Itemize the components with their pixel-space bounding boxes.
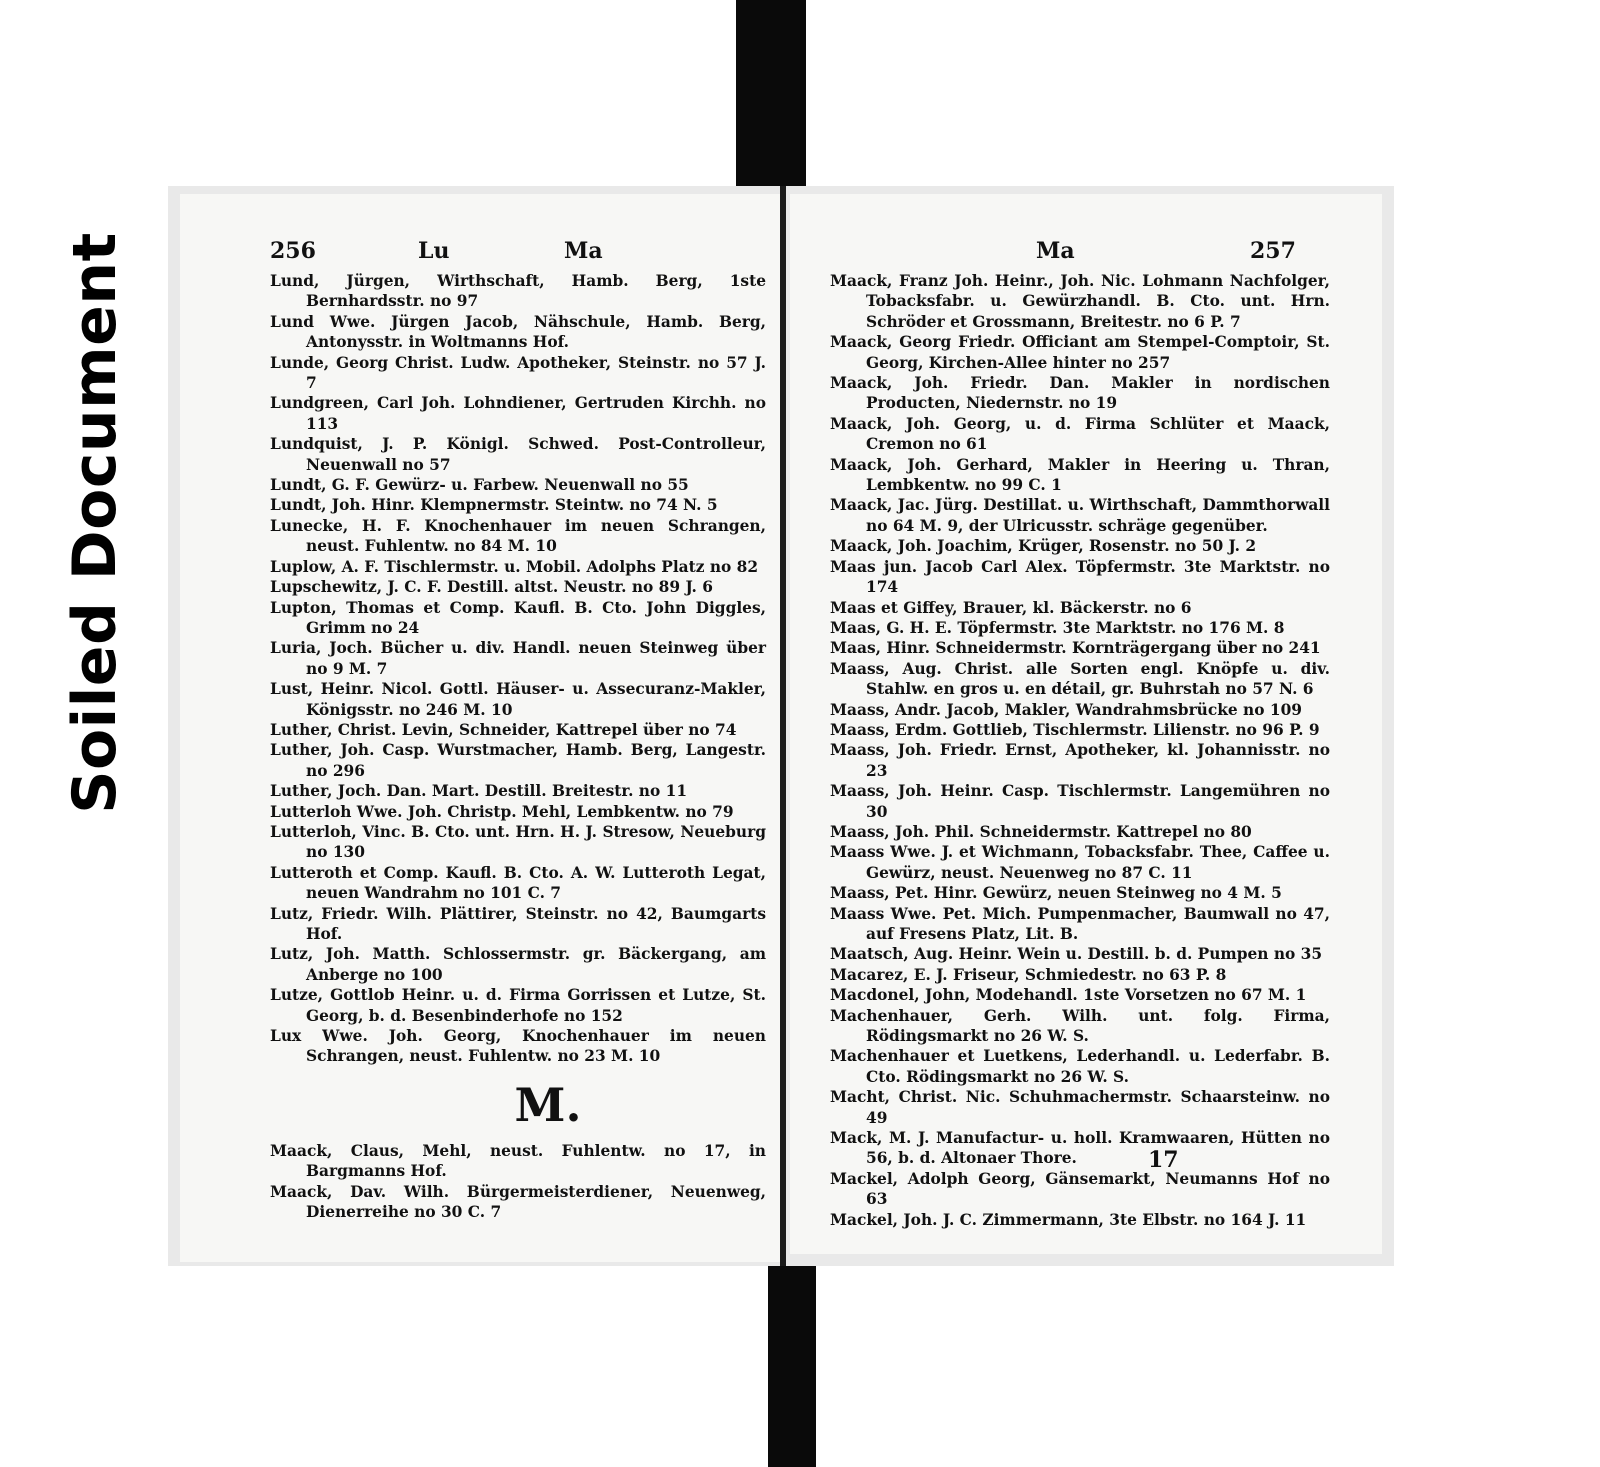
directory-entry: Maack, Georg Friedr. Officiant am Stempel-Comptoir, St. Georg, Kirchen-Allee hinter no 257 [830,333,1330,372]
directory-entry: Machenhauer et Luetkens, Lederhandl. u. Lederfabr. B. Cto. Rödingsmarkt no 26 W. S. [830,1047,1330,1086]
directory-entry: Maack, Joh. Gerhard, Makler in Heering u. Thran, Lembkentw. no 99 C. 1 [830,455,1330,495]
page-number-right: 257 [1250,238,1296,264]
section-letter: M. [514,1077,582,1132]
directory-entry: Maack, Joh. Joachim, Krüger, Rosenstr. no 50 J. 2 [830,537,1257,556]
directory-entry: Lupschewitz, J. C. F. Destill. altst. Neustr. no 89 J. 6 [270,578,713,597]
directory-entry: Maass, Joh. Heinr. Casp. Tischlermstr. Langemühren no 30 [830,782,1330,821]
left-entries-column [270,271,766,1222]
directory-entry: Lutz, Friedr. Wilh. Plättirer, Steinstr. no 42, Baumgarts Hof. [270,904,766,943]
directory-entry: Lundt, G. F. Gewürz- u. Farbew. Neuenwall no 55 [270,476,689,495]
directory-entry: Maass, Erdm. Gottlieb, Tischlermstr. Lilienstr. no 96 P. 9 [830,720,1320,739]
directory-entry: Lux Wwe. Joh. Georg, Knochenhauer im neuen Schrangen, neust. Fuhlentw. no 23 M. 10 [270,1027,766,1066]
directory-entry: Lundt, Joh. Hinr. Klempnermstr. Steintw. no 74 N. 5 [270,496,718,515]
directory-entry: Maass, Aug. Christ. alle Sorten engl. Knöpfe u. div. Stahlw. en gros u. en détail, gr. Buhrstah no 57 N. 6 [830,659,1330,699]
directory-entry: Luther, Christ. Levin, Schneider, Kattrepel über no 74 [270,720,737,739]
right-page [790,194,1382,1254]
directory-entry: Maas jun. Jacob Carl Alex. Töpfermstr. 3te Marktstr. no 174 [830,557,1330,597]
directory-entry: Maass, Pet. Hinr. Gewürz, neuen Steinweg no 4 M. 5 [830,884,1282,903]
directory-entry: Maack, Franz Joh. Heinr., Joh. Nic. Lohmann Nachfolger, Tobacksfabr. u. Gewürzhandl. B. Cto. unt. Hrn. Schröder et Grossmann, Breitestr. no 6 P. 7 [830,272,1330,331]
soiled-document-stamp [60,232,130,814]
directory-entry: Maass, Joh. Phil. Schneidermstr. Kattrepel no 80 [830,822,1252,841]
directory-entry: Lutterloh, Vinc. B. Cto. unt. Hrn. H. J. Stresow, Neueburg no 130 [270,822,766,862]
directory-entry: Luther, Joh. Casp. Wurstmacher, Hamb. Berg, Langestr. no 296 [270,741,766,780]
signature-mark: 17 [1148,1147,1179,1173]
directory-entry: Macarez, E. J. Friseur, Schmiedestr. no 63 P. 8 [830,965,1227,984]
directory-entry: Lutterloh Wwe. Joh. Christp. Mehl, Lembkentw. no 79 [270,802,734,821]
directory-entry: Maas, Hinr. Schneidermstr. Kornträgergang über no 241 [830,639,1321,658]
directory-entry: Maass, Joh. Friedr. Ernst, Apotheker, kl. Johannisstr. no 23 [830,741,1330,780]
directory-entry: Maatsch, Aug. Heinr. Wein u. Destill. b. d. Pumpen no 35 [830,945,1323,964]
directory-entry: Lund Wwe. Jürgen Jacob, Nähschule, Hamb. Berg, Antonysstr. in Woltmanns Hof. [270,312,766,352]
directory-entry: Maass, Andr. Jacob, Makler, Wandrahmsbrücke no 109 [830,700,1302,719]
directory-entry: Maack, Joh. Georg, u. d. Firma Schlüter et Maack, Cremon no 61 [830,414,1330,454]
running-head-lu: Lu [418,238,450,264]
directory-entry: Lutze, Gottlob Heinr. u. d. Firma Gorrissen et Lutze, St. Georg, b. d. Besenbinderhofe no 152 [270,986,766,1025]
directory-entry: Lundquist, J. P. Königl. Schwed. Post-Controlleur, Neuenwall no 57 [270,435,766,474]
directory-entry: Maass Wwe. J. et Wichmann, Tobacksfabr. Thee, Caffee u. Gewürz, neust. Neuenweg no 87 C. 11 [830,843,1330,882]
directory-entry: Maas, G. H. E. Töpfermstr. 3te Marktstr. no 176 M. 8 [830,618,1285,637]
binding-strip-top [736,0,806,190]
directory-entry: Maack, Claus, Mehl, neust. Fuhlentw. no 17, in Bargmanns Hof. [270,1141,766,1181]
directory-entry: Lunecke, H. F. Knochenhauer im neuen Schrangen, neust. Fuhlentw. no 84 M. 10 [270,516,766,556]
directory-entry: Maack, Dav. Wilh. Bürgermeisterdiener, Neuenweg, Dienerreihe no 30 C. 7 [270,1182,766,1222]
right-entries-column [830,271,1330,1230]
directory-entry: Lupton, Thomas et Comp. Kaufl. B. Cto. John Diggles, Grimm no 24 [270,598,766,637]
running-head-ma: Ma [564,238,603,264]
binding-strip-bottom [768,1260,816,1467]
directory-entry: Maass Wwe. Pet. Mich. Pumpenmacher, Baumwall no 47, auf Fresens Platz, Lit. B. [830,904,1330,943]
directory-entry: Lund, Jürgen, Wirthschaft, Hamb. Berg, 1ste Bernhardsstr. no 97 [270,272,766,311]
directory-entry: Lundgreen, Carl Joh. Lohndiener, Gertruden Kirchh. no 113 [270,394,766,433]
directory-entry: Luplow, A. F. Tischlermstr. u. Mobil. Adolphs Platz no 82 [270,557,759,576]
directory-entry: Luria, Joch. Bücher u. div. Handl. neuen Steinweg über no 9 M. 7 [270,639,766,678]
book-gutter [780,186,786,1266]
directory-entry: Lutteroth et Comp. Kaufl. B. Cto. A. W. Lutteroth Legat, neuen Wandrahm no 101 C. 7 [270,863,766,903]
stamp-text: Soiled Document [60,232,130,814]
running-head-ma-right: Ma [1036,238,1075,264]
directory-entry: Lust, Heinr. Nicol. Gottl. Häuser- u. Assecuranz-Makler, Königsstr. no 246 M. 10 [270,680,766,719]
directory-entry: Mack, M. J. Manufactur- u. holl. Kramwaaren, Hütten no 56, b. d. Altonaer Thore. [830,1129,1330,1168]
directory-entry: Maack, Joh. Friedr. Dan. Makler in nordischen Producten, Niedernstr. no 19 [830,374,1330,413]
directory-entry: Mackel, Adolph Georg, Gänsemarkt, Neumanns Hof no 63 [830,1169,1330,1209]
directory-entry: Mackel, Joh. J. C. Zimmermann, 3te Elbstr. no 164 J. 11 [830,1210,1307,1229]
directory-entry: Lunde, Georg Christ. Ludw. Apotheker, Steinstr. no 57 J. 7 [270,353,766,393]
directory-entry: Luther, Joch. Dan. Mart. Destill. Breitestr. no 11 [270,782,688,801]
directory-entry: Macdonel, John, Modehandl. 1ste Vorsetzen no 67 M. 1 [830,986,1307,1005]
page-number-left: 256 [270,238,316,264]
directory-entry: Macht, Christ. Nic. Schuhmachermstr. Schaarsteinw. no 49 [830,1088,1330,1127]
directory-entry: Maas et Giffey, Brauer, kl. Bäckerstr. no 6 [830,598,1192,617]
directory-entry: Machenhauer, Gerh. Wilh. unt. folg. Firma, Rödingsmarkt no 26 W. S. [830,1006,1330,1046]
directory-entry: Maack, Jac. Jürg. Destillat. u. Wirthschaft, Dammthorwall no 64 M. 9, der Ulricusstr. schräge gegenüber. [830,496,1330,535]
directory-entry: Lutz, Joh. Matth. Schlossermstr. gr. Bäckergang, am Anberge no 100 [270,945,766,984]
open-book [168,186,1394,1266]
left-page [180,194,782,1262]
